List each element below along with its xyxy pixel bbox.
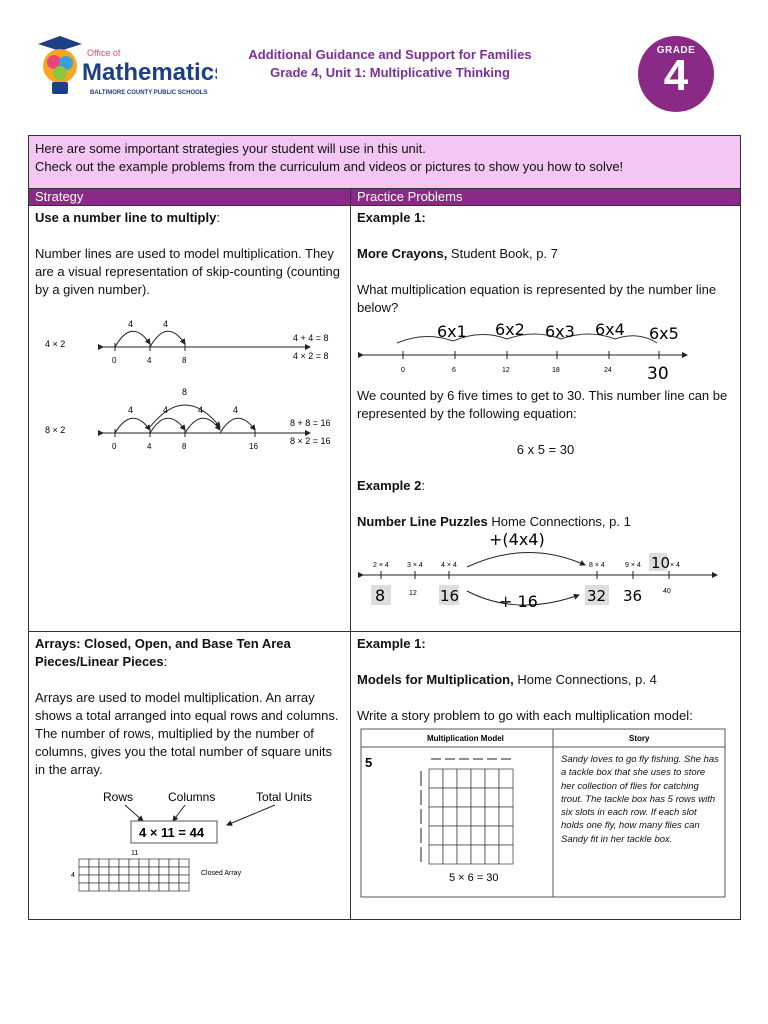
ex1-jump-2: 6x2 (495, 323, 525, 339)
story-text: Sandy loves to go fly fishing. She has a tackle box that she uses to store her collection of flies for catching trout. The tackle box has 5 rows with six slots in each row. If each slot holds one fly, how many flies can Sandy fit in her tackle box. (561, 754, 719, 845)
array-unit-square (129, 859, 139, 867)
model-unit-square (485, 845, 499, 864)
array-unit-square (129, 883, 139, 891)
array-unit-square (159, 875, 169, 883)
array-unit-square (109, 859, 119, 867)
ex1-tick-18: 18 (552, 367, 560, 374)
model-unit-square (485, 826, 499, 845)
header-line-2: Grade 4, Unit 1: Multiplicative Thinking (270, 65, 510, 80)
arrays-description: Arrays are used to model multiplication. An array shows a total arranged into equal rows and columns. The number of rows, multiplied by the number of columns, gives you the total number of square units in the array. (35, 690, 339, 777)
array-unit-square (119, 883, 129, 891)
model-unit-square (499, 788, 513, 807)
ex1-jump-4: 6x4 (595, 323, 625, 339)
label-total: Total Units (256, 790, 313, 804)
model-unit-square (499, 845, 513, 864)
nl1-tick-0: 0 (112, 356, 117, 365)
array-unit-square (139, 859, 149, 867)
strategy-table (28, 135, 741, 920)
ex1-jump-3: 6x3 (545, 323, 575, 341)
array-unit-square (179, 883, 189, 891)
array-unit-square (149, 875, 159, 883)
nl2-top-jump: 8 (182, 387, 188, 397)
array-unit-square (179, 875, 189, 883)
model-unit-square (499, 807, 513, 826)
example-1-explanation: We counted by 6 five times to get to 30. This number line can be represented by the following equation: (357, 388, 728, 421)
array-unit-square (159, 859, 169, 867)
ex1-tick-12: 12 (502, 367, 510, 374)
model-unit-square (443, 807, 457, 826)
ex2-label-2x4: 2 × 4 (373, 562, 389, 569)
nl2-tick-8: 8 (182, 442, 187, 451)
array-unit-square (149, 867, 159, 875)
array-unit-square (119, 875, 129, 883)
example-1-question: What multiplication equation is represented by the number line below? (357, 282, 717, 315)
model-unit-square (485, 769, 499, 788)
array-unit-square (99, 867, 109, 875)
model-header: Multiplication Model (427, 734, 504, 743)
array-unit-square (79, 875, 89, 883)
practice-number-line-cell: Example 1: More Crayons, Student Book, p. 7 What multiplication equation is represented by the number line below? 6x1 6x2 6x3 6x4 6x5 0 6 12 18 24 30 We counted by 6 five times to get to 30. This number line can be represented by the following equation: 6 x 5 = 30 Example 2: Number Line Puzzles Home Connections, p. 1 +(4x4) 2 × 4 3 × 4 4 × 4 8 × 4 9 × 4 10 × 4 8 12 16 + 16 32 36 40 (351, 206, 741, 632)
model-unit-square (443, 769, 457, 788)
intro-line-2: Check out the example problems from the curriculum and videos or pictures to show you how to solve! (35, 159, 624, 174)
practice-arrays-cell (351, 632, 741, 920)
array-unit-square (139, 883, 149, 891)
ex2-value-36: 36 (623, 587, 643, 605)
model-unit-square (485, 807, 499, 826)
ex1-tick-0: 0 (401, 367, 405, 374)
label-rows: Rows (103, 790, 134, 804)
ex1-jump-5: 6x5 (649, 324, 679, 343)
nl2-tick-4: 4 (147, 442, 152, 451)
problem-number: 5 (365, 755, 373, 770)
array-unit-square (159, 867, 169, 875)
model-unit-square (485, 788, 499, 807)
ex2-label-9x4: 9 × 4 (625, 562, 641, 569)
ex2-value-16: 16 (440, 587, 460, 605)
nl2-tick-0: 0 (112, 442, 117, 451)
model-unit-square (457, 769, 471, 788)
model-unit-square (443, 826, 457, 845)
array-example-name: Models for Multiplication, (357, 672, 514, 687)
lightbulb-icon (38, 36, 82, 94)
array-unit-square (79, 859, 89, 867)
model-unit-square (471, 788, 485, 807)
ex2-label-3x4: 3 × 4 (407, 562, 423, 569)
number-line-diagrams (35, 319, 345, 479)
ex2-value-40: 40 (663, 588, 671, 595)
nl1-jump-1: 4 (128, 319, 134, 329)
grade-label: GRADE (656, 45, 696, 56)
ex2-label-4x4: 4 × 4 (441, 562, 457, 569)
nl1-tick-8: 8 (182, 356, 187, 365)
example-1-equation: 6 x 5 = 30 (516, 442, 575, 457)
model-unit-square (443, 845, 457, 864)
array-unit-square (99, 859, 109, 867)
model-unit-square (457, 807, 471, 826)
strategy-description: Number lines are used to model multiplication. They are a visual representation of skip-counting (counting by a given number). (35, 246, 340, 297)
nl2-eq-2: 8 × 2 = 16 (290, 436, 331, 446)
array-example-title: Example 1: (357, 636, 426, 651)
array-diagram (35, 787, 345, 897)
intro-box (29, 136, 741, 189)
ex2-label-8x4: 8 × 4 (589, 562, 605, 569)
example-2-name: Number Line Puzzles (357, 514, 488, 529)
array-equation: 4 × 11 = 44 (139, 825, 205, 840)
model-unit-square (429, 769, 443, 788)
ex2-value-12: 12 (409, 590, 417, 597)
model-unit-square (429, 845, 443, 864)
grade-badge (638, 36, 714, 112)
array-unit-square (99, 883, 109, 891)
nl1-label: 4 × 2 (45, 339, 66, 349)
model-unit-square (499, 826, 513, 845)
array-unit-square (109, 875, 119, 883)
ex1-jump-1: 6x1 (437, 323, 467, 341)
array-unit-square (129, 867, 139, 875)
document-header (180, 46, 600, 82)
ex1-answer-mark: 30 (647, 364, 669, 384)
model-unit-square (471, 769, 485, 788)
array-unit-square (79, 883, 89, 891)
model-array-grid (421, 759, 513, 864)
ex1-tick-24: 24 (604, 367, 612, 374)
array-unit-square (119, 867, 129, 875)
svg-text:Mathematics: Mathematics (82, 59, 217, 86)
array-unit-square (179, 859, 189, 867)
model-unit-square (457, 788, 471, 807)
multiplication-model-table (357, 727, 729, 899)
array-unit-square (169, 859, 179, 867)
array-unit-square (169, 883, 179, 891)
array-unit-square (139, 875, 149, 883)
example-1-name: More Crayons, (357, 246, 448, 261)
strategy-number-line-cell: Use a number line to multiply: Number lines are used to model multiplication. They are a visual representation of skip-counting (counting by a given number). 4 × 2 4 4 0 4 8 4 + 4 = 8 4 × 2 = 8 8 × 2 4 4 4 4 8 0 4 8 16 8 + 8 = 16 8 × 2 = 16 (29, 206, 351, 632)
nl2-eq-1: 8 + 8 = 16 (290, 418, 331, 428)
label-columns: Columns (168, 790, 216, 804)
example-1-title: Example 1: (357, 210, 426, 225)
array-unit-square (119, 859, 129, 867)
crayons-number-line (357, 323, 735, 385)
nl2-jump-2: 4 (163, 405, 169, 415)
model-unit-square (429, 788, 443, 807)
array-unit-square (169, 875, 179, 883)
array-unit-square (89, 867, 99, 875)
example-2-title: Example 2 (357, 478, 422, 493)
ex2-ten-answer: 10 (651, 554, 671, 572)
example-1-source: Student Book, p. 7 (447, 246, 558, 261)
intro-line-1: Here are some important strategies your student will use in this unit. (35, 141, 426, 156)
model-unit-square (457, 845, 471, 864)
nl1-eq-1: 4 + 4 = 8 (293, 333, 329, 343)
array-unit-square (89, 875, 99, 883)
number-line-puzzle (357, 531, 735, 613)
array-unit-square (149, 859, 159, 867)
example-2-source: Home Connections, p. 1 (487, 514, 631, 529)
nl1-jump-2: 4 (163, 319, 169, 329)
model-unit-square (457, 826, 471, 845)
model-unit-square (443, 788, 457, 807)
model-equation: 5 × 6 = 30 (449, 872, 499, 884)
svg-text:Office of: Office of (87, 48, 121, 58)
nl2-tick-16: 16 (249, 442, 258, 451)
ex1-tick-6: 6 (452, 367, 456, 374)
array-rows-label: 4 (71, 872, 75, 879)
story-header: Story (629, 734, 650, 743)
nl1-tick-4: 4 (147, 356, 152, 365)
array-unit-square (139, 867, 149, 875)
ex2-top-jump: +(4x4) (489, 531, 545, 549)
array-unit-square (99, 875, 109, 883)
model-unit-square (471, 807, 485, 826)
array-unit-square (129, 875, 139, 883)
array-caption: Closed Array (201, 870, 242, 877)
array-unit-square (109, 883, 119, 891)
ex2-value-8: 8 (375, 586, 386, 605)
model-unit-square (429, 807, 443, 826)
header-line-1: Additional Guidance and Support for Families (248, 47, 532, 62)
nl2-jump-3: 4 (198, 405, 204, 415)
array-example-question: Write a story problem to go with each multiplication model: (357, 708, 693, 723)
nl2-jump-4: 4 (233, 405, 239, 415)
array-unit-square (179, 867, 189, 875)
array-unit-square (89, 859, 99, 867)
strategy-arrays-cell: Arrays: Closed, Open, and Base Ten Area Pieces/Linear Pieces: Arrays are used to model multiplication. An array shows a total arranged into equal rows and columns. The number of rows, multiplied by the number of columns, gives you the total number of square units in the array. Rows Columns Total Units 4 × 11 = 44 11 4 Closed Array (29, 632, 351, 920)
array-unit-square (149, 883, 159, 891)
model-unit-square (471, 826, 485, 845)
nl1-eq-2: 4 × 2 = 8 (293, 351, 329, 361)
array-example-source: Home Connections, p. 4 (513, 672, 657, 687)
model-unit-square (471, 845, 485, 864)
ex2-value-32: 32 (587, 587, 607, 605)
strategy-title: Use a number line to multiply (35, 210, 217, 225)
array-unit-square (89, 883, 99, 891)
column-header-practice: Practice Problems (351, 189, 741, 206)
ex2-label-x4: × 4 (670, 562, 680, 569)
model-unit-square (499, 769, 513, 788)
nl2-jump-1: 4 (128, 405, 134, 415)
nl2-label: 8 × 2 (45, 425, 66, 435)
svg-text:BALTIMORE COUNTY PUBLIC SCHOOL: BALTIMORE COUNTY PUBLIC SCHOOLS (90, 90, 208, 96)
array-unit-square (169, 867, 179, 875)
array-unit-square (109, 867, 119, 875)
array-cols-label: 11 (131, 850, 139, 857)
arrays-title: Arrays: Closed, Open, and Base Ten Area Pieces/Linear Pieces (35, 636, 291, 669)
ex2-bottom-jump: + 16 (499, 592, 538, 611)
column-header-strategy: Strategy (29, 189, 351, 206)
closed-array-grid (79, 859, 189, 891)
array-unit-square (159, 883, 169, 891)
array-unit-square (79, 867, 89, 875)
grade-number: 4 (663, 51, 689, 100)
model-unit-square (429, 826, 443, 845)
